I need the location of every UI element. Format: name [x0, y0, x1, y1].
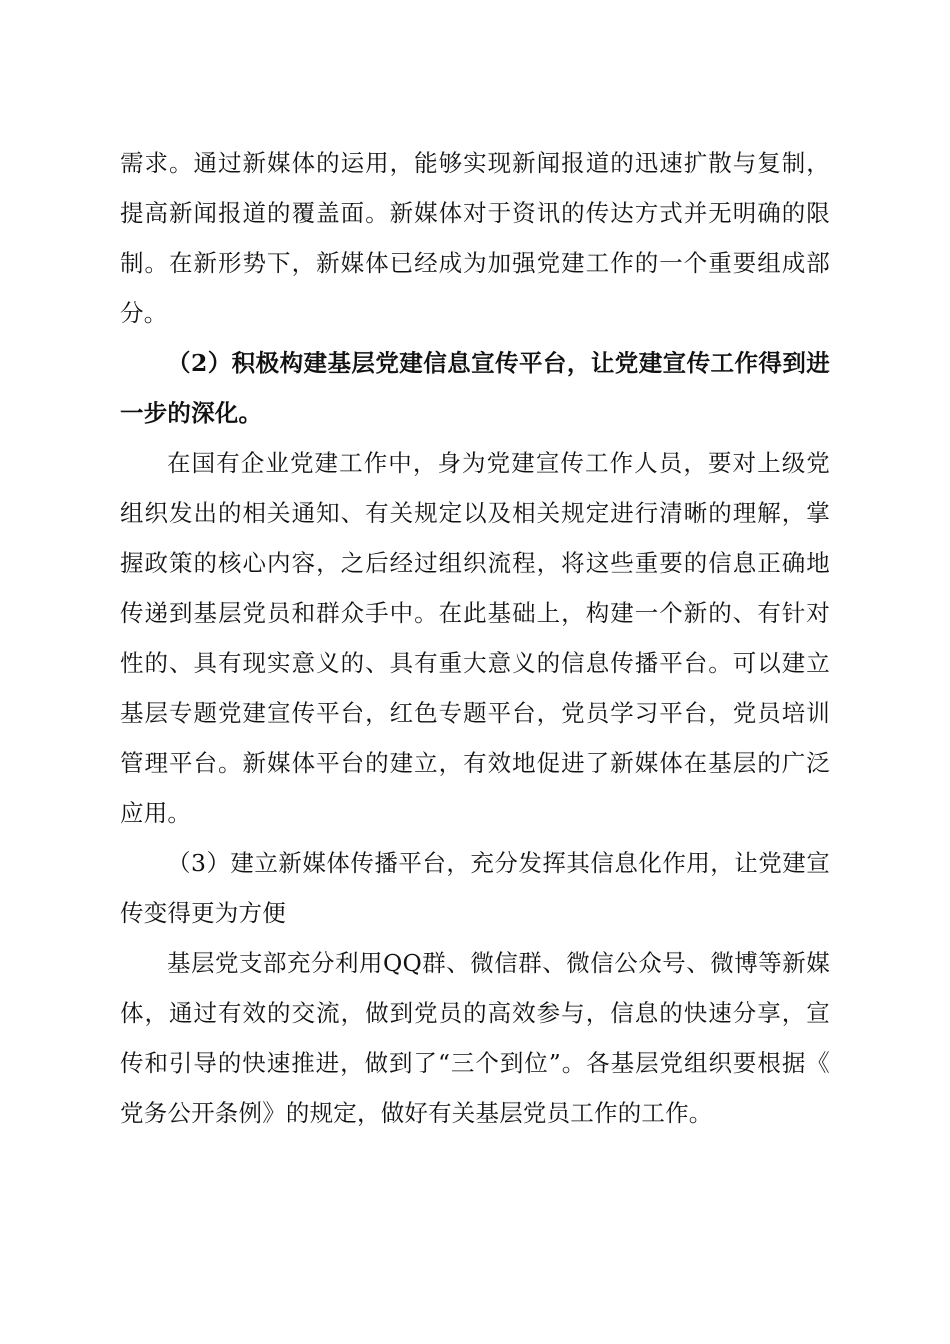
paragraph-section-2: 在国有企业党建工作中，身为党建宣传工作人员，要对上级党组织发出的相关通知、有关规定以及相关规定进行清晰的理解，掌握政策的核心内容，之后经过组织流程，将这些重要的信息正确地传递到基层党员和群众手中。在此基础上，构建一个新的、有针对性的、具有现实意义的、具有重大意义的信息传播平台。可以建立基层专题党建宣传平台，红色专题平台，党员学习平台，党员培训管理平台。新媒体平台的建立，有效地促进了新媒体在基层的广泛应用。	[120, 449, 830, 827]
paragraph-section-3: 基层党支部充分利用QQ群、微信群、微信公众号、微博等新媒体，通过有效的交流，做到党员的高效参与，信息的快速分享，宣传和引导的快速推进，做到了“三个到位”。各基层党组织要根据《党务公开条例》的规定，做好有关基层党员工作的工作。	[120, 949, 830, 1127]
section-heading-2: （2）积极构建基层党建信息宣传平台，让党建宣传工作得到进一步的深化。	[120, 349, 830, 427]
section-heading-3: （3）建立新媒体传播平台，充分发挥其信息化作用，让党建宣传变得更为方便	[120, 849, 830, 927]
document-body	[120, 138, 830, 1138]
paragraph-continuation: 需求。通过新媒体的运用，能够实现新闻报道的迅速扩散与复制，提高新闻报道的覆盖面。新媒体对于资讯的传达方式并无明确的限制。在新形势下，新媒体已经成为加强党建工作的一个重要组成部分。	[120, 149, 830, 327]
